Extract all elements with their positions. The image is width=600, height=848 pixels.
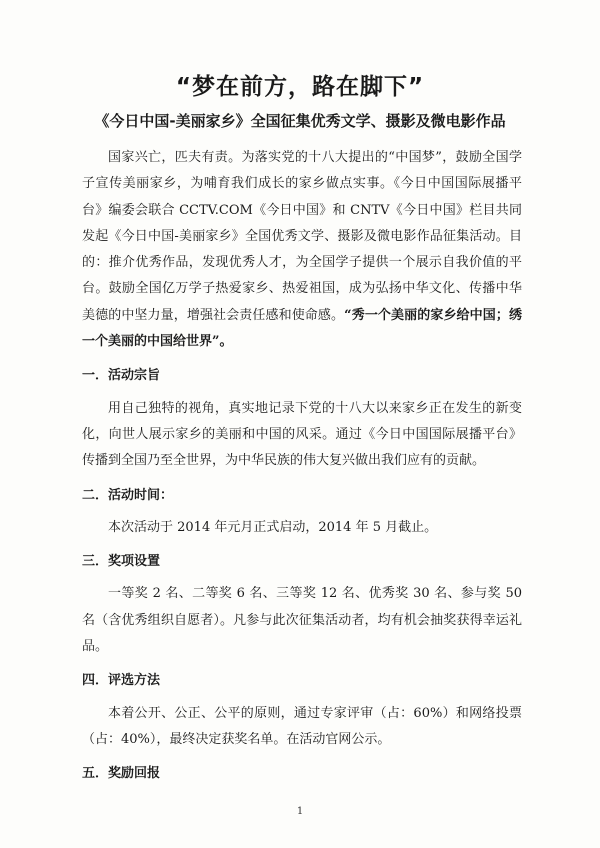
intro-paragraph bbox=[82, 145, 522, 355]
document-body bbox=[82, 145, 522, 794]
intro-emphasis: “秀一个美丽的家乡给中国；绣一个美丽的中国给世界”。 bbox=[82, 307, 522, 350]
section-heading-rewards: 五．奖励回报 bbox=[82, 766, 161, 782]
section-heading-selection: 四．评选方法 bbox=[82, 673, 161, 689]
section-body-selection: 本着公开、公正、公平的原则，通过专家评审（占：60%）和网络投票（占：40%），最终决定获奖名单。在活动官网公示。 bbox=[82, 705, 522, 747]
section-body-purpose: 用自己独特的视角，真实地记录下党的十八大以来家乡正在发生的新变化，向世人展示家乡的美丽和中国的风采。通过《今日中国国际展播平台》传播到全国乃至全世界，为中华民族的伟大复兴做出我们应有的贡献。 bbox=[82, 400, 522, 469]
section-heading-awards: 三．奖项设置 bbox=[82, 554, 161, 570]
intro-text: 国家兴亡，匹夫有责。为落实党的十八大提出的“中国梦”，鼓励全国学子宣传美丽家乡，为哺育我们成长的家乡做点实事。《今日中国国际展播平台》编委会联合 CCTV.COM《今日中国》和 CNTV《今日中国》栏目共同发起《今日中国-美丽家乡》全国优秀文学、摄影及微电影作品征集活动。目的：推介优秀作品，发现优秀人才，为全国学子提供一个展示自我价值的平台。鼓励全国亿万学子热爱家乡、热爱祖国，成为弘扬中华文化、传播中华美德的中坚力量，增强社会责任感和使命感。 bbox=[82, 150, 522, 323]
page-number: 1 bbox=[296, 806, 304, 817]
section-heading-time: 二．活动时间： bbox=[82, 487, 174, 503]
document-subtitle: 《今日中国-美丽家乡》全国征集优秀文学、摄影及微电影作品 bbox=[94, 112, 506, 130]
section-body-awards: 一等奖 2 名、二等奖 6 名、三等奖 12 名、优秀奖 30 名、参与奖 50 名（含优秀组织自愿者）。凡参与此次征集活动者，均有机会抽奖获得幸运礼品。 bbox=[82, 586, 522, 655]
section-body-time: 本次活动于 2014 年元月正式启动，2014 年 5 月截止。 bbox=[108, 519, 438, 535]
document-title: “梦在前方，路在脚下” bbox=[175, 74, 425, 100]
section-heading-purpose: 一．活动宗旨 bbox=[82, 368, 161, 384]
